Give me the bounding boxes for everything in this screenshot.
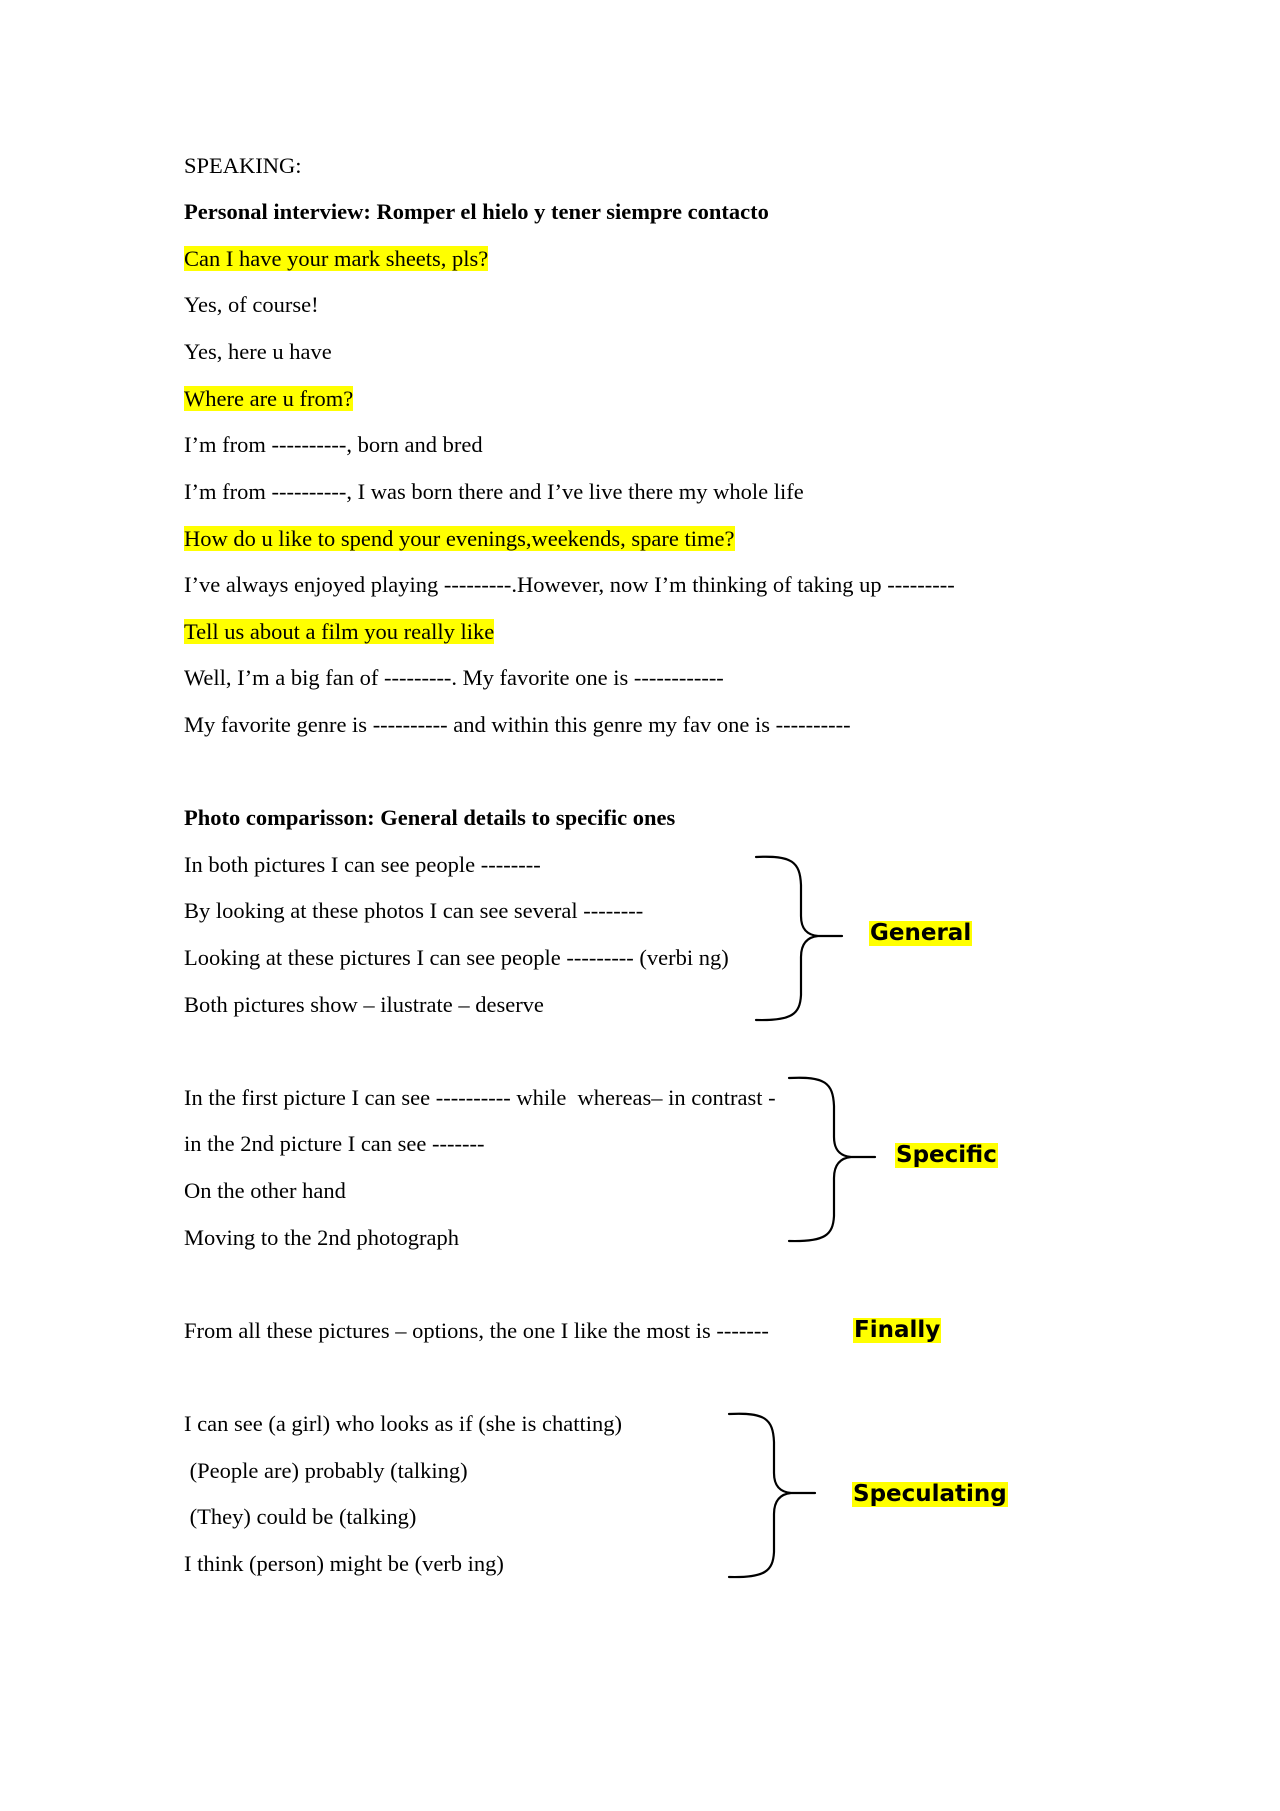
question-film: Tell us about a film you really like <box>184 619 495 644</box>
specific-brace <box>789 1078 875 1241</box>
speculating-line: I can see (a girl) who looks as if (she is chatting) <box>184 1411 622 1436</box>
specific-label: Specific <box>896 1142 997 1168</box>
specific-line: Moving to the 2nd photograph <box>184 1225 459 1250</box>
specific-line: On the other hand <box>184 1178 346 1203</box>
question-where-from: Where are u from? <box>184 386 354 411</box>
finally-label: Finally <box>854 1317 941 1343</box>
speculating-brace <box>729 1414 815 1577</box>
speculating-line: (They) could be (talking) <box>184 1504 417 1529</box>
general-line: By looking at these photos I can see several -------- <box>184 898 644 923</box>
general-line: In both pictures I can see people -------- <box>184 852 541 877</box>
general-brace <box>756 857 842 1020</box>
answer-line: I’m from ----------, born and bred <box>184 432 483 457</box>
finally-line: From all these pictures – options, the one I like the most is ------- <box>184 1318 769 1343</box>
photo-comparison-heading: Photo comparisson: General details to specific ones <box>184 805 676 830</box>
general-line: Both pictures show – ilustrate – deserve <box>184 992 544 1017</box>
general-label: General <box>870 920 972 946</box>
question-spare-time: How do u like to spend your evenings,weekends, spare time? <box>184 526 735 551</box>
section-title-speaking: SPEAKING: <box>184 153 302 178</box>
speculating-label: Speculating <box>853 1481 1007 1507</box>
answer-line: My favorite genre is ---------- and within this genre my fav one is ---------- <box>184 712 851 737</box>
answer-line: Yes, here u have <box>184 339 332 364</box>
specific-line: In the first picture I can see ---------- while whereas– in contrast - <box>184 1085 776 1110</box>
general-line: Looking at these pictures I can see people --------- (verbi ng) <box>184 945 729 970</box>
answer-line: I’ve always enjoyed playing ---------.However, now I’m thinking of taking up --------- <box>184 572 955 597</box>
specific-line: in the 2nd picture I can see ------- <box>184 1131 485 1156</box>
answer-line: I’m from ----------, I was born there and I’ve live there my whole life <box>184 479 804 504</box>
answer-line: Yes, of course! <box>184 292 319 317</box>
speculating-line: I think (person) might be (verb ing) <box>184 1551 504 1576</box>
question-mark-sheets: Can I have your mark sheets, pls? <box>184 246 489 271</box>
answer-line: Well, I’m a big fan of ---------. My favorite one is ------------ <box>184 665 724 690</box>
speculating-line: (People are) probably (talking) <box>184 1458 468 1483</box>
interview-heading: Personal interview: Romper el hielo y tener siempre contacto <box>184 199 769 224</box>
